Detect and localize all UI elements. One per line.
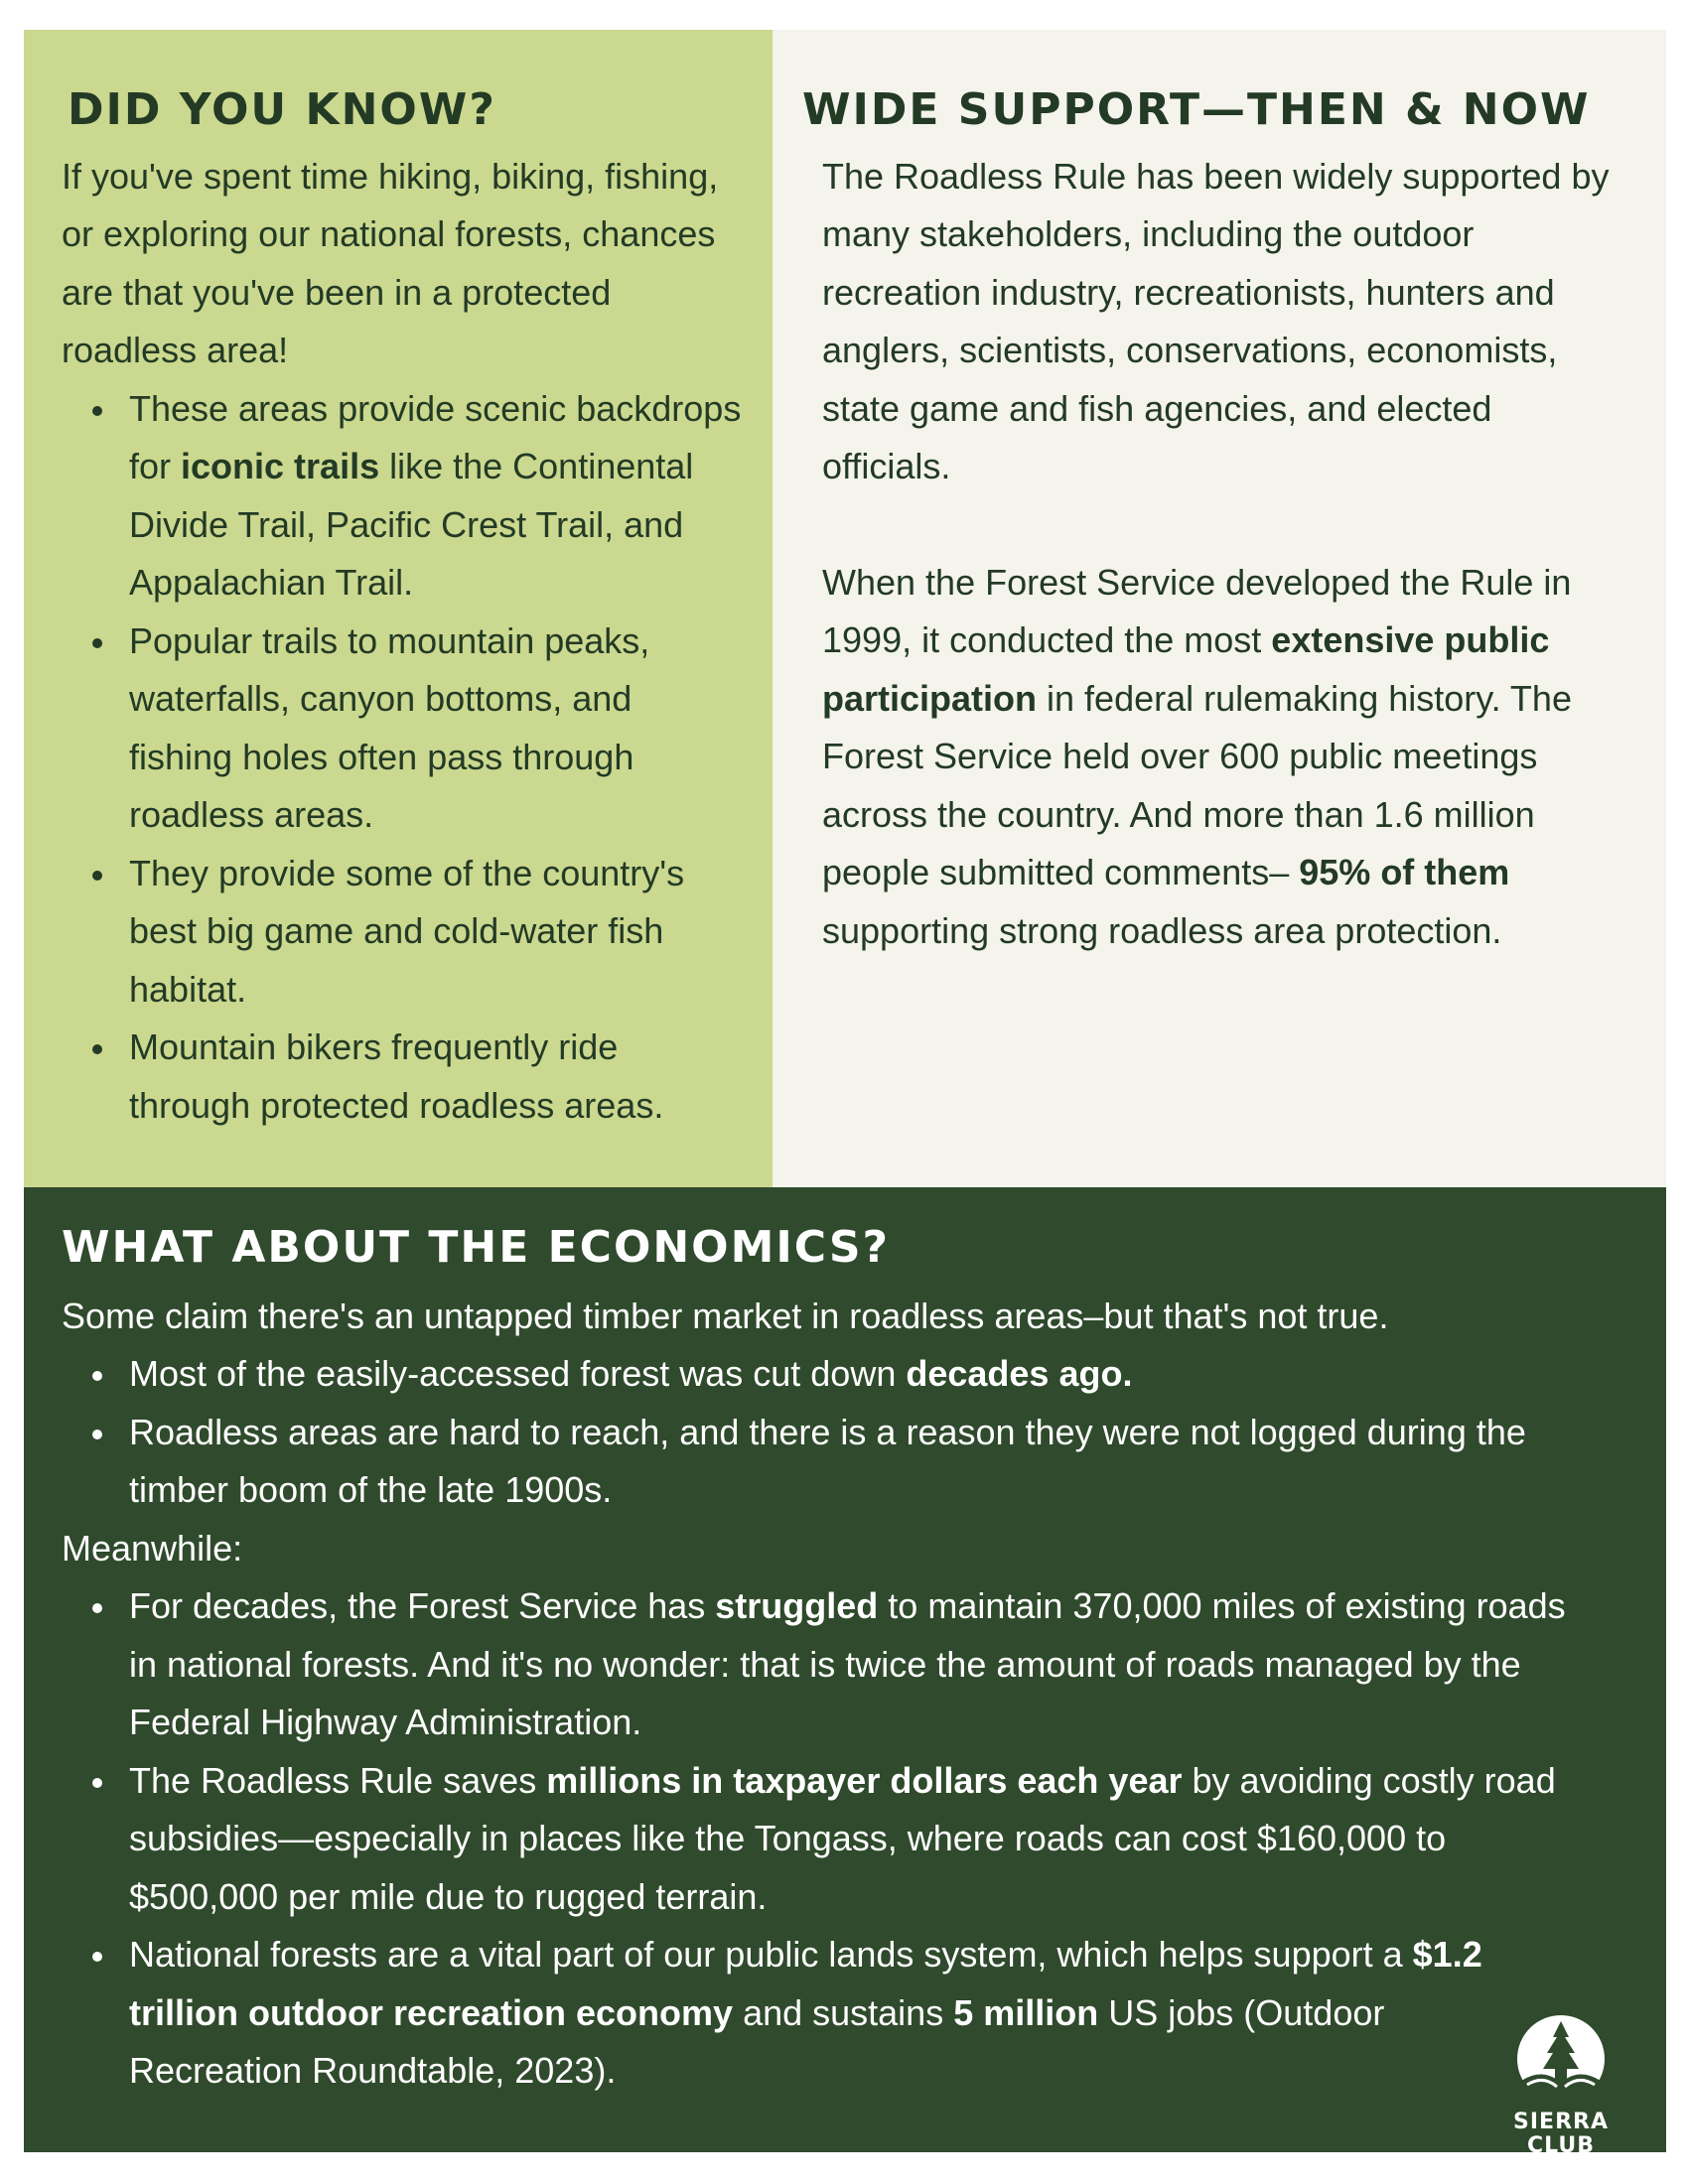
- economics-list-2: [62, 1577, 1626, 2101]
- sierra-club-tree-icon: [1513, 2011, 1609, 2111]
- wide-support-heading: WIDE SUPPORT—THEN & NOW: [802, 84, 1591, 135]
- list-item: They provide some of the country's best big game and cold-water fish habitat.: [129, 845, 743, 1020]
- list-item: Popular trails to mountain peaks, waterfalls, canyon bottoms, and fishing holes often pass through roadless areas.: [129, 613, 743, 845]
- list-item: National forests are a vital part of our public lands system, which helps support a $1.2 trillion outdoor recreation economy and sustains 5 million US jobs (Outdoor Recreation Roundtable, 2023).: [129, 1926, 1499, 2101]
- did-you-know-panel: [24, 30, 773, 1187]
- meanwhile-label: Meanwhile:: [62, 1527, 243, 1569]
- did-you-know-list: [62, 380, 743, 1136]
- logo-text-sierra: SIERRA: [1513, 2110, 1609, 2134]
- list-item: Mountain bikers frequently ride through protected roadless areas.: [129, 1019, 743, 1135]
- wide-support-para-1: The Roadless Rule has been widely supported by many stakeholders, including the outdoor recreation industry, recreationists, hunters and anglers, scientists, conservations, economists, state game and fish agencies, and elected officials.: [822, 155, 1610, 487]
- list-item: Roadless areas are hard to reach, and there is a reason they were not logged during the timber boom of the late 1900s.: [129, 1404, 1626, 1520]
- economics-heading: WHAT ABOUT THE ECONOMICS?: [62, 1222, 891, 1273]
- economics-list-1: [62, 1345, 1626, 1520]
- wide-support-para-2: When the Forest Service developed the Rule in 1999, it conducted the most extensive public participation in federal rulemaking history. The Forest Service held over 600 public meetings across the country. And more than 1.6 million people submitted comments– 95% of them supporting strong roadless area protection.: [822, 561, 1572, 951]
- list-item: Most of the easily-accessed forest was cut down decades ago.: [129, 1345, 1626, 1404]
- did-you-know-heading: DID YOU KNOW?: [68, 84, 496, 135]
- sierra-club-logo: [1511, 2011, 1611, 2170]
- wide-support-panel: [773, 30, 1666, 1187]
- logo-text-club: CLUB: [1526, 2133, 1595, 2158]
- list-item: The Roadless Rule saves millions in taxpayer dollars each year by avoiding costly road subsidies—especially in places like the Tongass, where roads can cost $160,000 to $500,000 per mile due to rugged terrain.: [129, 1752, 1587, 1927]
- list-item: These areas provide scenic backdrops for iconic trails like the Continental Divide Trail, Pacific Crest Trail, and Appalachian Trail.: [129, 380, 743, 613]
- list-item: For decades, the Forest Service has struggled to maintain 370,000 miles of existing roads in national forests. And it's no wonder: that is twice the amount of roads managed by the Federal Highway Administration.: [129, 1577, 1587, 1752]
- economics-panel: [24, 1187, 1666, 2152]
- did-you-know-intro: If you've spent time hiking, biking, fishing, or exploring our national forests, chances are that you've been in a protected roadless area!: [62, 155, 719, 371]
- economics-intro: Some claim there's an untapped timber market in roadless areas–but that's not true.: [62, 1295, 1389, 1336]
